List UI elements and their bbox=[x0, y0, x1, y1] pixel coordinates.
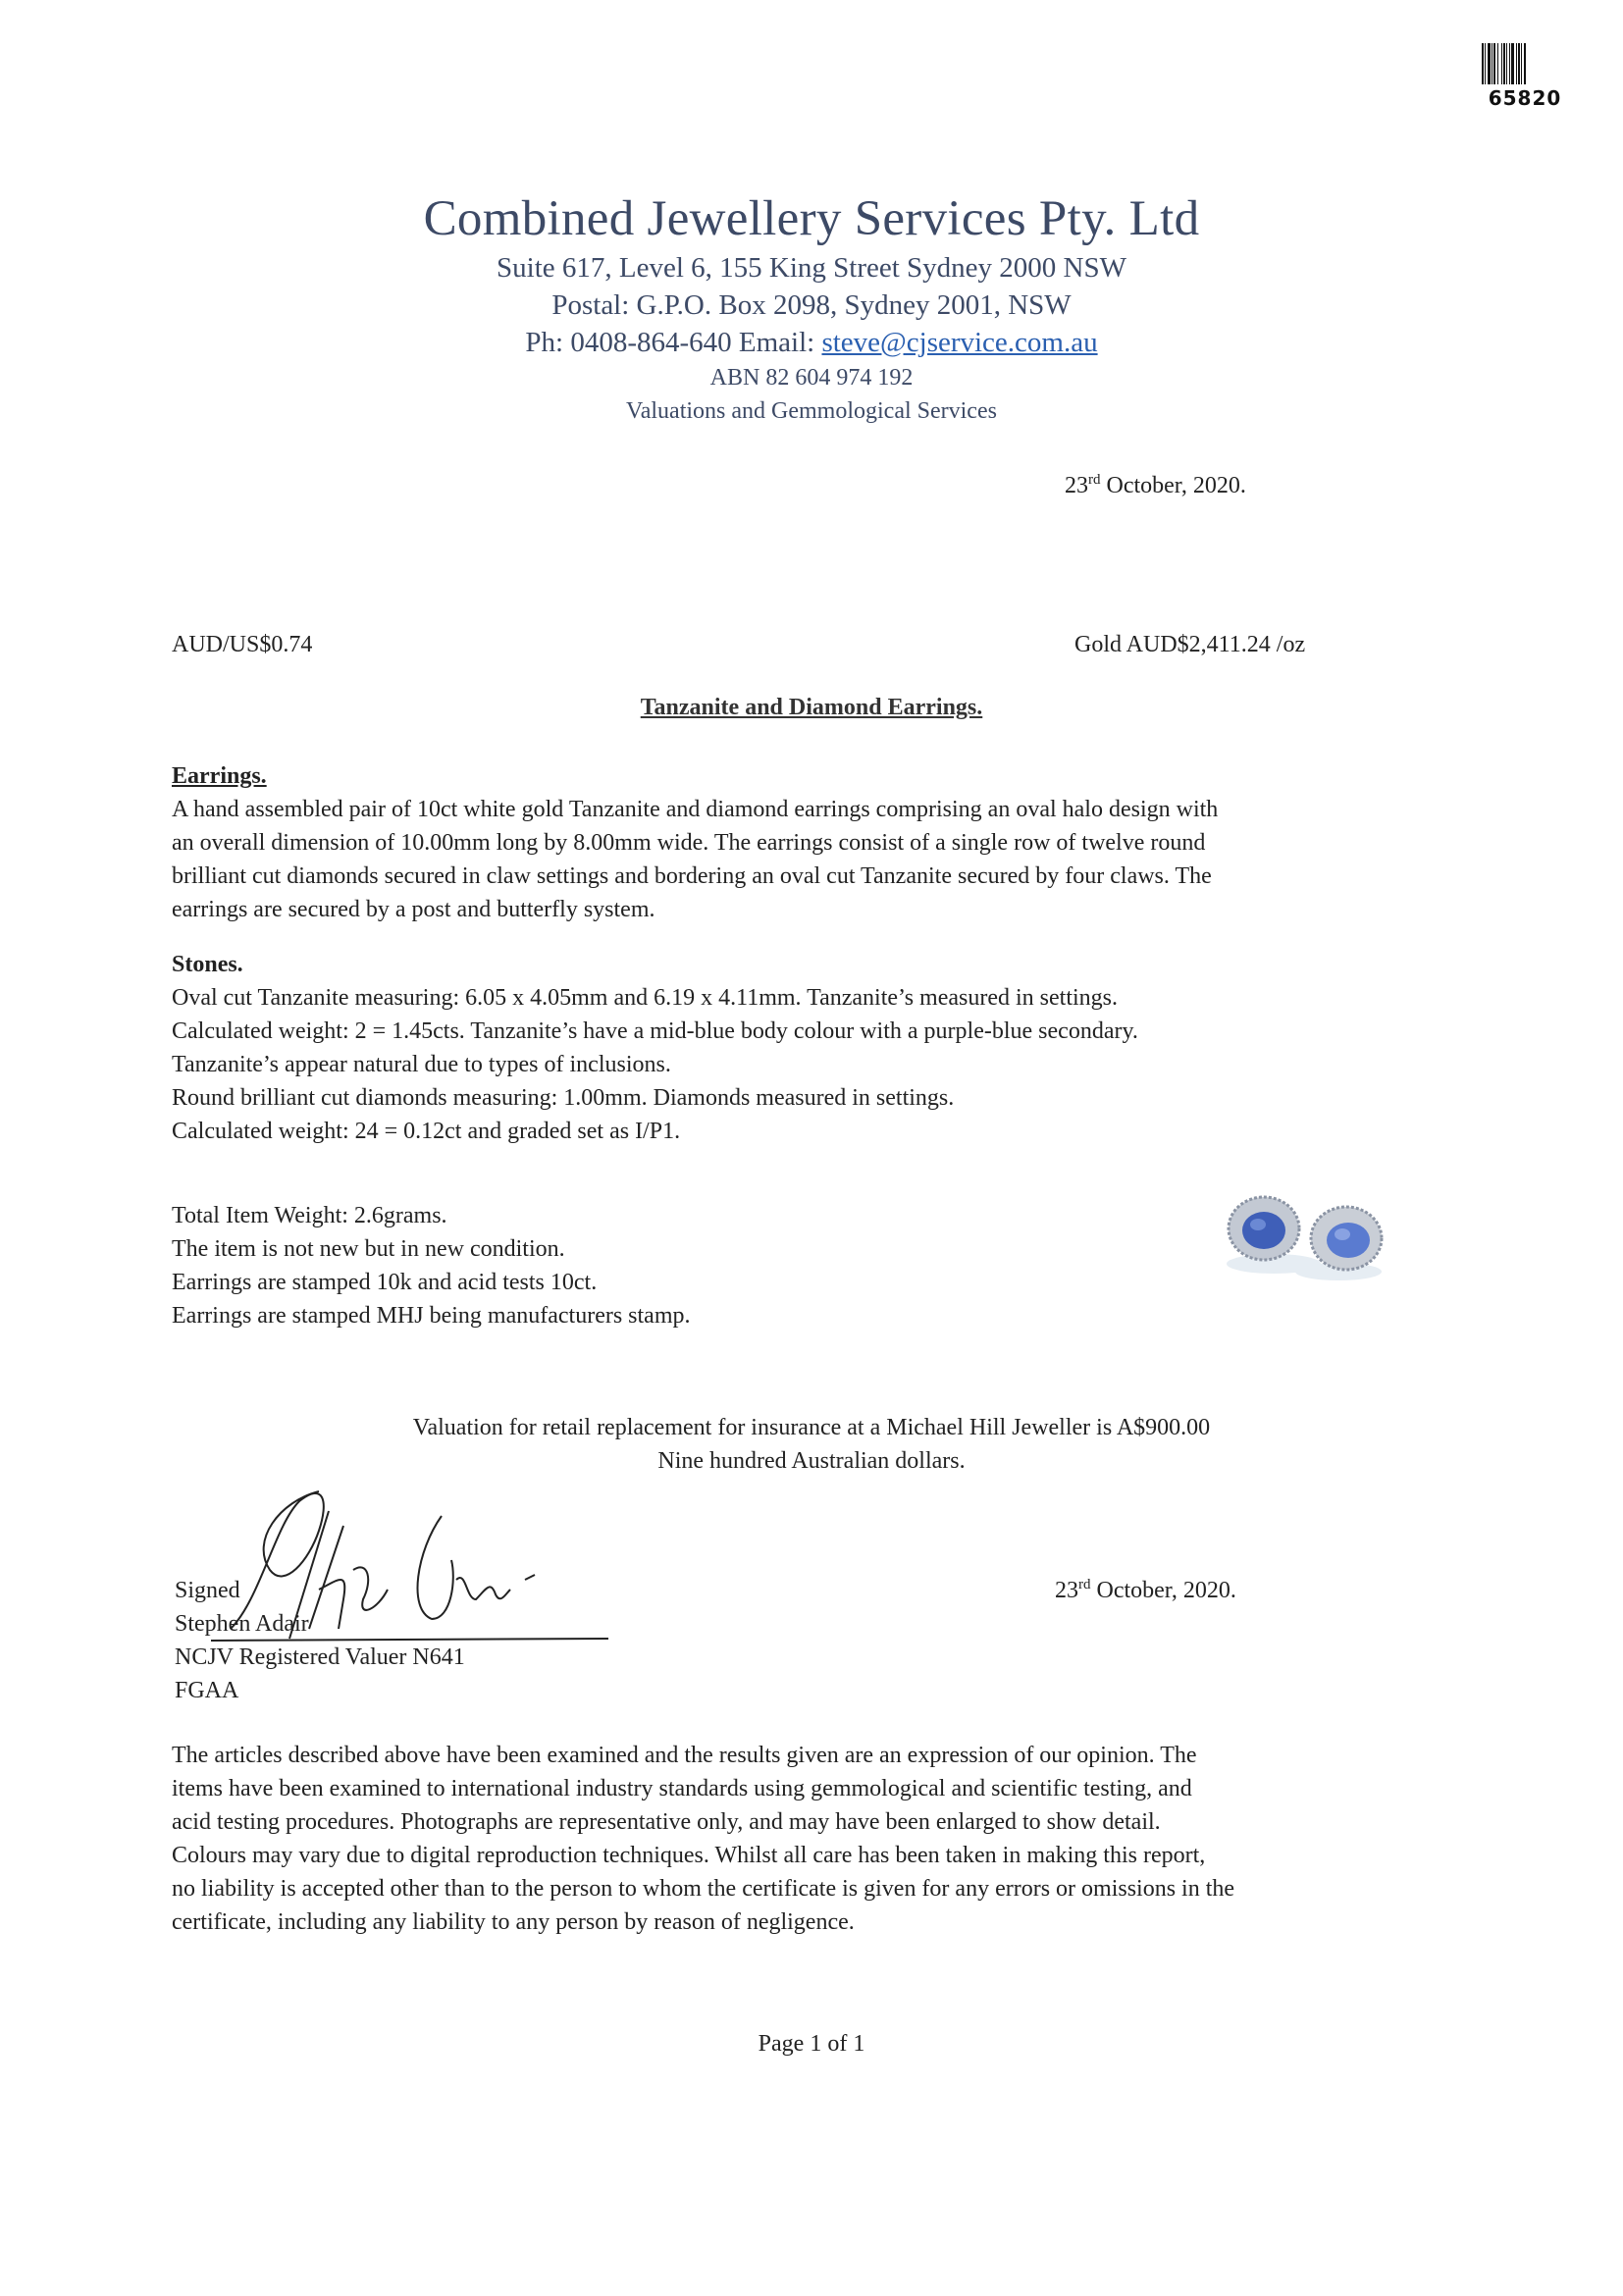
stones-line: Calculated weight: 24 = 0.12ct and graded set as I/P1. bbox=[172, 1119, 681, 1144]
disclaimer bbox=[172, 1739, 1447, 1939]
earrings-line: earrings are secured by a post and butterfly system. bbox=[172, 897, 655, 922]
valuer-name: Stephen Adair bbox=[175, 1611, 309, 1637]
disclaimer-line: certificate, including any liability to any person by reason of negligence. bbox=[172, 1909, 855, 1935]
disclaimer-line: no liability is accepted other than to the person to whom the certificate is given for any errors or omissions in the bbox=[172, 1876, 1235, 1902]
barcode-number: 65820 bbox=[1488, 86, 1562, 110]
detail-line: The item is not new but in new condition. bbox=[172, 1236, 565, 1262]
signed-label: Signed bbox=[175, 1578, 240, 1603]
stones-line: Round brilliant cut diamonds measuring: 1.00mm. Diamonds measured in settings. bbox=[172, 1085, 955, 1111]
barcode-bar bbox=[1526, 43, 1527, 84]
detail-line: Earrings are stamped MHJ being manufacturers stamp. bbox=[172, 1303, 691, 1329]
barcode-label bbox=[1482, 43, 1568, 110]
valuation-amount: Valuation for retail replacement for insurance at a Michael Hill Jeweller is A$900.00 bbox=[412, 1415, 1211, 1440]
letterhead bbox=[0, 188, 1623, 428]
company-contact bbox=[0, 324, 1623, 361]
company-name: Combined Jewellery Services Pty. Ltd bbox=[423, 191, 1200, 246]
page-number: Page 1 of 1 bbox=[758, 2031, 865, 2057]
earrings-heading: Earrings. bbox=[172, 763, 267, 789]
stones-line: Calculated weight: 2 = 1.45cts. Tanzanite’s have a mid-blue body colour with a purple-blue secondary. bbox=[172, 1018, 1138, 1044]
disclaimer-line: Colours may vary due to digital reproduction techniques. Whilst all care has been taken in making this report, bbox=[172, 1843, 1206, 1868]
date-suffix: rd bbox=[1088, 472, 1101, 488]
disclaimer-line: The articles described above have been examined and the results given are an expression of our opinion. The bbox=[172, 1743, 1197, 1768]
earrings-line: A hand assembled pair of 10ct white gold Tanzanite and diamond earrings comprising an oval halo design with bbox=[172, 797, 1219, 822]
earrings-photo-icon bbox=[1213, 1177, 1399, 1285]
company-abn: ABN 82 604 974 192 bbox=[709, 365, 914, 391]
valuer-credential: FGAA bbox=[175, 1678, 239, 1703]
company-services: Valuations and Gemmological Services bbox=[626, 398, 997, 424]
company-address: Suite 617, Level 6, 155 King Street Sydney 2000 NSW bbox=[497, 252, 1126, 284]
valuation bbox=[0, 1411, 1623, 1478]
date-rest: October, 2020. bbox=[1090, 1578, 1236, 1603]
detail-line: Earrings are stamped 10k and acid tests 10ct. bbox=[172, 1270, 598, 1295]
email-link[interactable]: steve@cjservice.com.au bbox=[821, 327, 1098, 358]
earrings-line: brilliant cut diamonds secured in claw settings and bordering an oval cut Tanzanite secured by four claws. The bbox=[172, 863, 1212, 889]
signature-date bbox=[1055, 1574, 1236, 1607]
earrings-section bbox=[172, 759, 1447, 926]
exchange-rate: AUD/US$0.74 bbox=[172, 632, 313, 657]
date-rest: October, 2020. bbox=[1100, 473, 1246, 498]
document-title bbox=[0, 695, 1623, 721]
signoff-block bbox=[175, 1574, 465, 1707]
title-text: Tanzanite and Diamond Earrings. bbox=[640, 695, 983, 720]
left-earring bbox=[1229, 1197, 1299, 1260]
stones-line: Oval cut Tanzanite measuring: 6.05 x 4.05mm and 6.19 x 4.11mm. Tanzanite’s measured in settings. bbox=[172, 985, 1119, 1011]
stones-heading: Stones. bbox=[172, 952, 243, 977]
disclaimer-line: items have been examined to international industry standards using gemmological and scientific testing, and bbox=[172, 1776, 1192, 1801]
gold-price: Gold AUD$2,411.24 /oz bbox=[1074, 632, 1306, 657]
barcode-icon bbox=[1482, 43, 1568, 84]
right-earring bbox=[1311, 1207, 1382, 1270]
earrings-photo bbox=[1213, 1177, 1399, 1285]
report-date bbox=[1065, 469, 1246, 502]
stones-line: Tanzanite’s appear natural due to types of inclusions. bbox=[172, 1052, 671, 1077]
date-suffix: rd bbox=[1078, 1577, 1091, 1592]
date-day: 23 bbox=[1055, 1578, 1078, 1603]
company-postal: Postal: G.P.O. Box 2098, Sydney 2001, NSW bbox=[551, 289, 1072, 321]
detail-line: Total Item Weight: 2.6grams. bbox=[172, 1203, 447, 1228]
disclaimer-line: acid testing procedures. Photographs are representative only, and may have been enlarged to show detail. bbox=[172, 1809, 1161, 1835]
phone-text: Ph: 0408-864-640 Email: bbox=[525, 327, 822, 358]
valuation-words: Nine hundred Australian dollars. bbox=[657, 1448, 966, 1474]
valuer-registration: NCJV Registered Valuer N641 bbox=[175, 1644, 465, 1670]
earrings-line: an overall dimension of 10.00mm long by 8.00mm wide. The earrings consist of a single row of twelve round bbox=[172, 830, 1206, 856]
stones-section bbox=[172, 948, 1447, 1148]
date-day: 23 bbox=[1065, 473, 1088, 498]
